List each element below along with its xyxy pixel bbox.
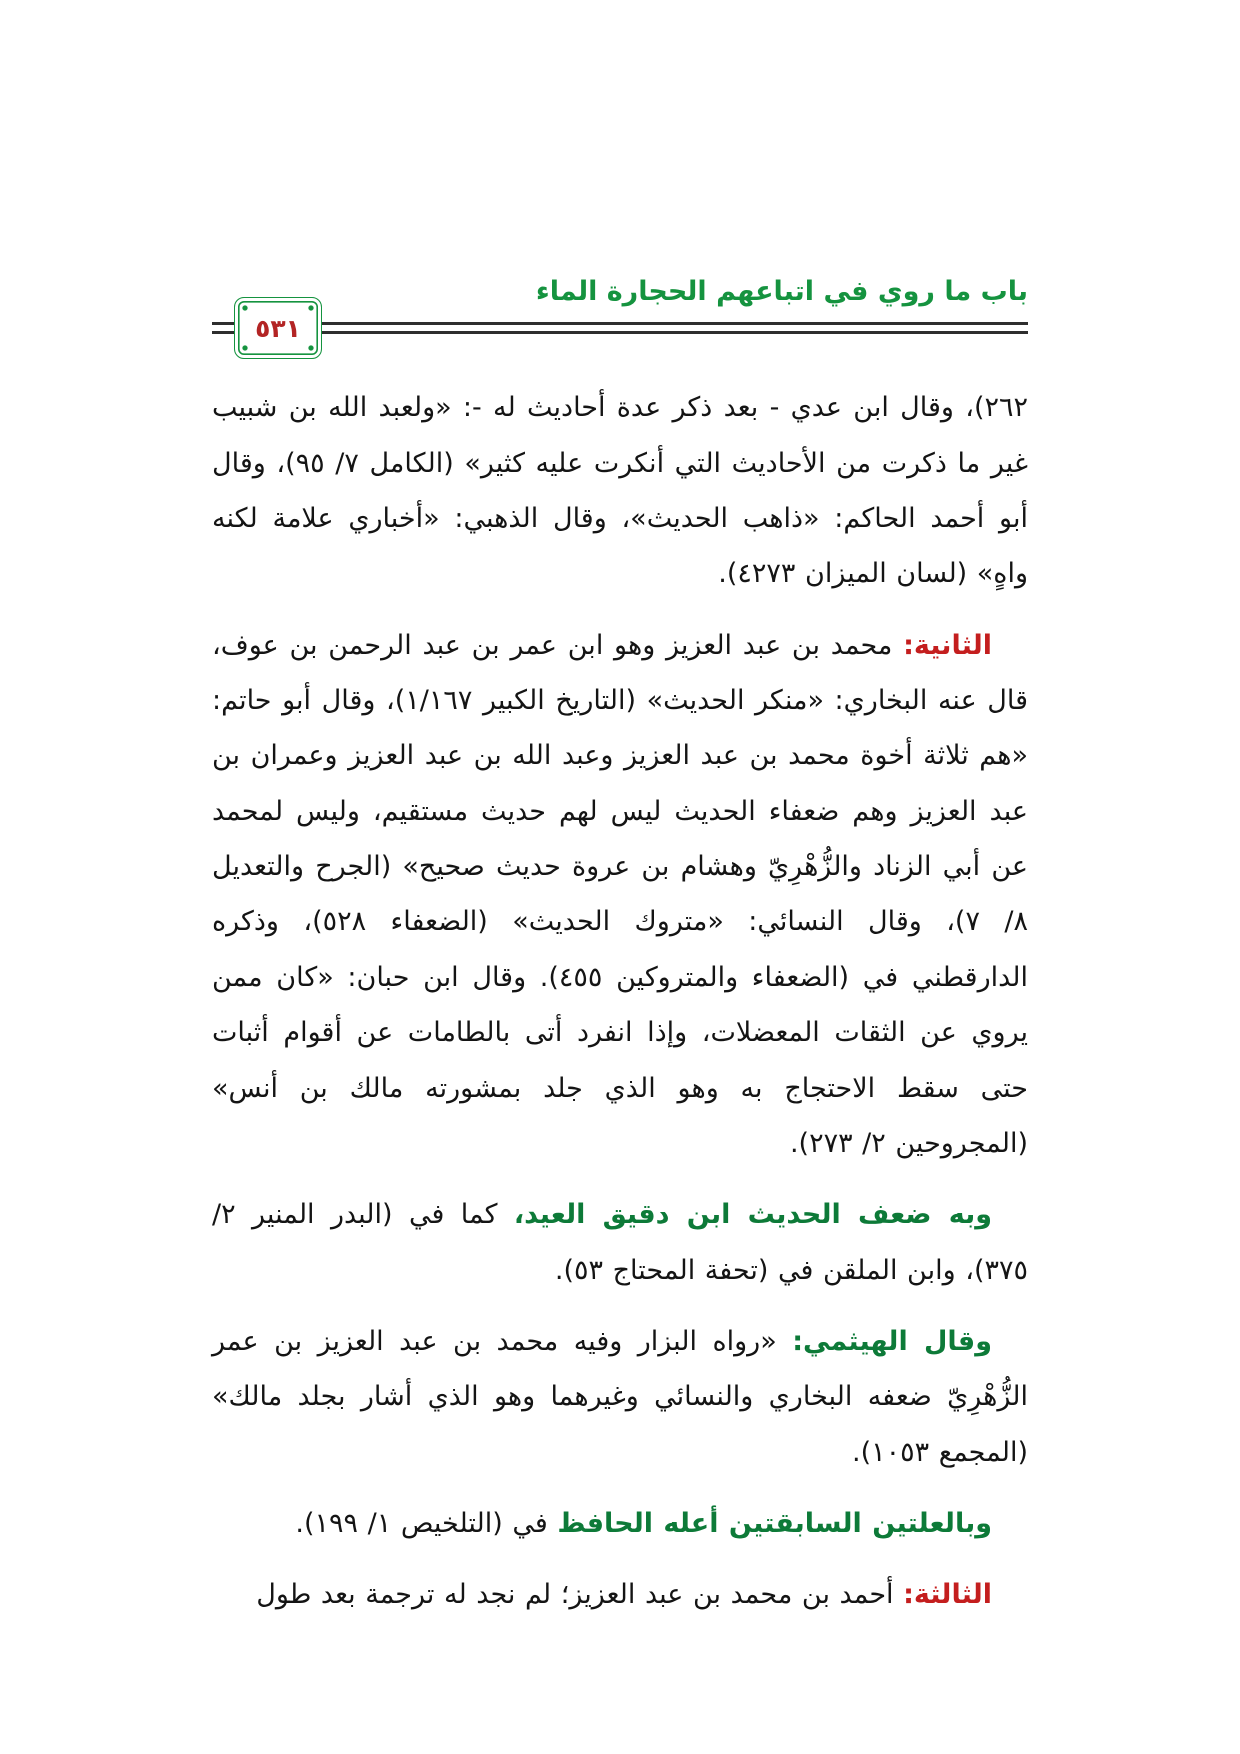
paragraph-haythami — [212, 1314, 1028, 1480]
chapter-title: باب ما روي في اتباعهم الحجارة الماء — [535, 276, 1028, 307]
haythami-label: وقال الهيثمي: — [792, 1325, 993, 1357]
paragraph-continuation-text: ٢٦٢)، وقال ابن عدي - بعد ذكر عدة أحاديث له -: «ولعبد الله بن شبيب غير ما ذكرت من الأحاديث التي أنكرت عليه كثير» (الكامل ٧/ ٩٥)، وقال أبو أحمد الحاكم: «ذاهب الحديث»، وقال الذهبي: «أخباري علامة لكنه واهٍ» (لسان الميزان ٤٢٧٣). — [212, 392, 1028, 590]
third-defect-label: الثالثة: — [903, 1579, 992, 1611]
page-number: ٥٣١ — [255, 313, 301, 343]
paragraph-third-defect — [212, 1567, 1028, 1622]
page-header — [212, 276, 1028, 343]
paragraph-continuation — [212, 380, 1028, 601]
page-number-ornament-frame — [234, 297, 322, 359]
second-defect-label: الثانية: — [903, 629, 992, 661]
paragraph-second-defect — [212, 618, 1028, 1171]
page-body — [212, 380, 1028, 1622]
header-double-rule — [212, 313, 1028, 343]
haythami-text: «رواه البزار وفيه محمد بن عبد العزيز بن عمر الزُّهْرِيّ ضعفه البخاري والنسائي وغيرهما وهو الذي أشار بجلد مالك» (المجمع ١٠٥٣). — [212, 1325, 1028, 1468]
ibn-daqiq-label: وبه ضعف الحديث ابن دقيق العيد، — [513, 1199, 992, 1231]
hafiz-text: في (التلخيص ١/ ١٩٩). — [295, 1507, 558, 1539]
second-defect-text: محمد بن عبد العزيز وهو ابن عمر بن عبد الرحمن بن عوف، قال عنه البخاري: «منكر الحديث» (التاريخ الكبير ١/١٦٧)، وقال أبو حاتم: «هم ثلاثة أخوة محمد بن عبد العزيز وعبد الله بن عبد العزيز وعمران بن عبد العزيز وهم ضعفاء الحديث ليس لهم حديث مستقيم، وليس لمحمد عن أبي الزناد والزُّهْرِيّ وهشام بن عروة حديث صحيح» (الجرح والتعديل ٨/ ٧)، وقال النسائي: «متروك الحديث» (الضعفاء ٥٢٨)، وذكره الدارقطني في (الضعفاء والمتروكين ٤٥٥). وقال ابن حبان: «كان ممن يروي عن الثقات المعضلات، وإذا انفرد أتى بالطامات عن أقوام أثبات حتى سقط الاحتجاج به وهو الذي جلد بمشورته مالك بن أنس» (المجروحين ٢/ ٢٧٣). — [212, 629, 1029, 1159]
paragraph-ibn-daqiq — [212, 1187, 1028, 1298]
hafiz-label: وبالعلتين السابقتين أعله الحافظ — [557, 1507, 992, 1539]
third-defect-text: أحمد بن محمد بن عبد العزيز؛ لم نجد له ترجمة بعد طول — [256, 1579, 904, 1611]
ibn-daqiq-text: كما في (البدر المنير ٢/ ٣٧٥)، وابن الملقن في (تحفة المحتاج ٥٣). — [212, 1199, 1028, 1286]
paragraph-hafiz — [212, 1496, 1028, 1551]
